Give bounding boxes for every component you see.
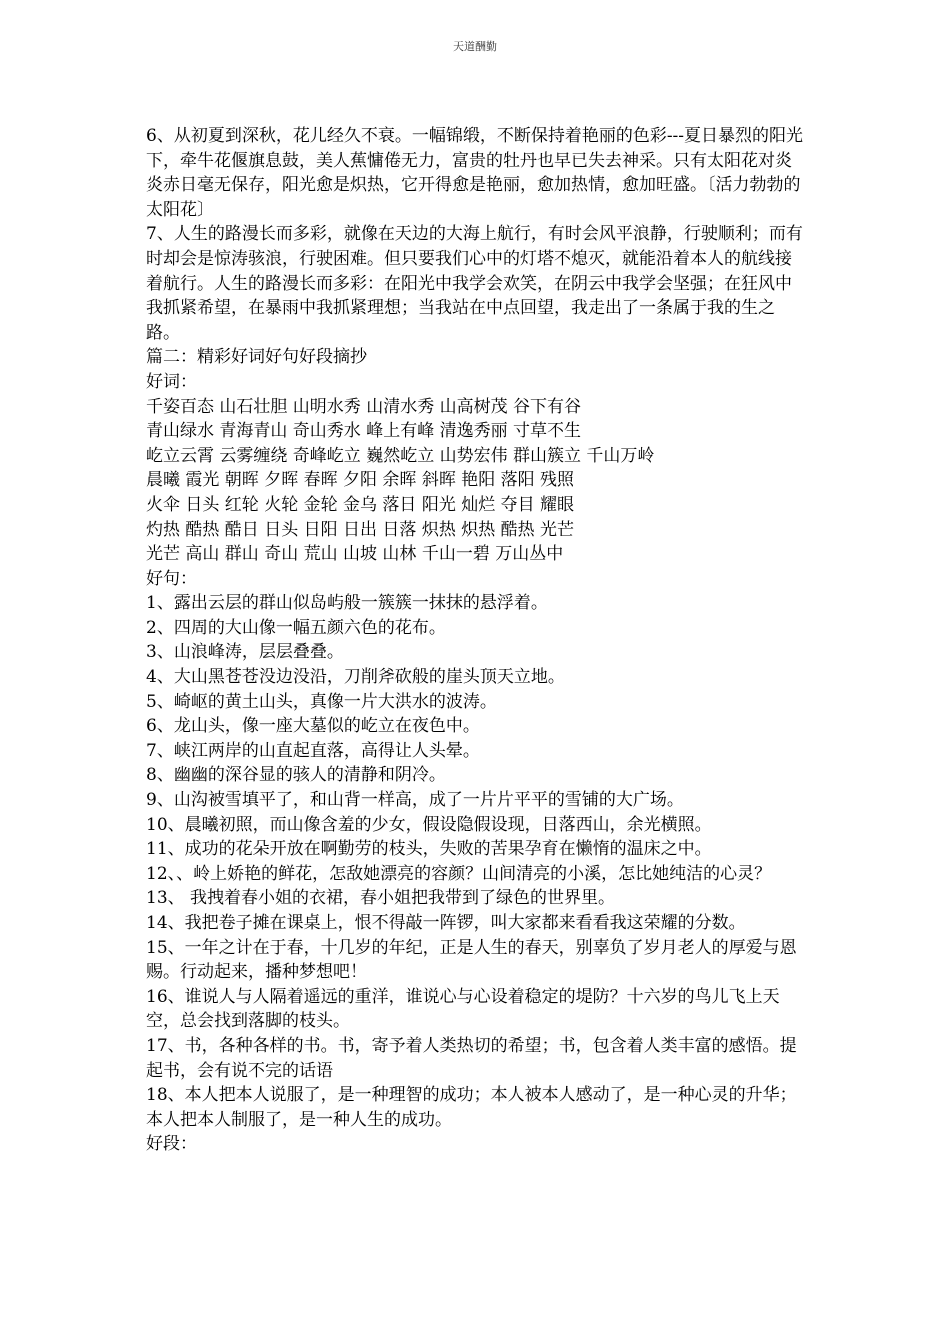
- sentence-item: 17、书，各种各样的书。书，寄予着人类热切的希望；书，包含着人类丰富的感悟。提起书，会有说不完的话语: [146, 1035, 797, 1081]
- word-line: 屹立云霄 云雾缠绕 奇峰屹立 巍然屹立 山势宏伟 群山簇立 千山万岭: [146, 445, 655, 466]
- word-line: 光芒 高山 群山 奇山 荒山 山坡 山林 千山一碧 万山丛中: [146, 544, 564, 565]
- sentence-item: 10、晨曦初照，而山像含羞的少女，假设隐假设现，日落西山，余光横照。: [146, 814, 712, 835]
- good-sentences-label: 好句：: [146, 568, 197, 589]
- sentence-item: 18、本人把本人说服了，是一种理智的成功；本人被本人感动了，是一种心灵的升华；本人把本人制服了，是一种人生的成功。: [146, 1085, 797, 1130]
- sentence-item: 13、 我拽着春小姐的衣裙，春小姐把我带到了绿色的世界里。: [146, 888, 616, 909]
- sentence-item: 11、成功的花朵开放在啊勤劳的枝头，失败的苦果孕育在懒惰的温床之中。: [146, 839, 712, 860]
- document-body: [146, 124, 806, 1157]
- sentence-item: 16、谁说人与人隔着遥远的重洋，谁说心与心设着稳定的堤防？十六岁的鸟儿飞上天空，总会找到落脚的枝头。: [146, 986, 780, 1032]
- sentence-item: 7、峡江两岸的山直起直落，高得让人头晕。: [146, 740, 480, 761]
- sentence-item: 9、山沟被雪填平了，和山背一样高，成了一片片平平的雪铺的大广场。: [146, 790, 684, 811]
- section-heading: 篇二：精彩好词好句好段摘抄: [146, 347, 367, 368]
- paragraph-life-road: 7、人生的路漫长而多彩，就像在天边的大海上航行，有时会风平浪静，行驶顺利；而有时却会是惊涛骇浪，行驶困难。但只要我们心中的灯塔不熄灭，就能沿着本人的航线接着航行。人生的路漫长而多彩：在阳光中我学会欢笑，在阴云中我学会坚强；在狂风中我抓紧希望，在暴雨中我抓紧理想；当我站在中点回望，我走出了一条属于我的生之路。: [146, 224, 803, 343]
- word-line: 晨曦 霞光 朝晖 夕晖 春晖 夕阳 余晖 斜晖 艳阳 落阳 残照: [146, 470, 575, 491]
- sentence-item: 14、我把卷子摊在课桌上，恨不得敲一阵锣，叫大家都来看看我这荣耀的分数。: [146, 913, 746, 933]
- sentence-item: 3、山浪峰涛，层层叠叠。: [146, 642, 344, 663]
- word-line: 灼热 酷热 酷日 日头 日阳 日出 日落 炽热 炽热 酷热 光芒: [146, 519, 575, 540]
- sentence-item: 4、大山黑苍苍没边没沿，刀削斧砍般的崖头顶天立地。: [146, 667, 565, 688]
- sentence-item: 1、露出云层的群山似岛屿般一簇簇一抹抹的悬浮着。: [146, 593, 548, 614]
- sentence-item: 12、、岭上娇艳的鲜花，怎敌她漂亮的容颜？山间清亮的小溪，怎比她纯洁的心灵？: [146, 863, 772, 884]
- paragraph-sunflower: 6、从初夏到深秋，花儿经久不衰。一幅锦缎，不断保持着艳丽的色彩---夏日暴烈的阳光下，牵牛花偃旗息鼓，美人蕉慵倦无力，富贵的牡丹也早已失去神采。只有太阳花对炎炎赤日毫无保存，阳光愈是炽热，它开得愈是艳丽，愈加热情，愈加旺盛。〔活力勃勃的太阳花〕: [146, 126, 804, 220]
- sentence-item: 5、崎岖的黄土山头，真像一片大洪水的波涛。: [146, 691, 497, 712]
- good-paragraphs-label: 好段：: [146, 1134, 197, 1155]
- sentence-item: 6、龙山头，像一座大墓似的屹立在夜色中。: [146, 716, 480, 737]
- word-line: 千姿百态 山石壮胆 山明水秀 山清水秀 山高树茂 谷下有谷: [146, 396, 582, 417]
- word-line: 火伞 日头 红轮 火轮 金轮 金乌 落日 阳光 灿烂 夺目 耀眼: [146, 494, 575, 515]
- sentence-item: 8、幽幽的深谷显的骇人的清静和阴冷。: [146, 765, 446, 786]
- page-header: 天道酬勤: [453, 40, 497, 53]
- sentence-item: 2、四周的大山像一幅五颜六色的花布。: [146, 617, 446, 638]
- good-words-label: 好词：: [146, 371, 197, 392]
- word-line: 青山绿水 青海青山 奇山秀水 峰上有峰 清逸秀丽 寸草不生: [146, 421, 582, 442]
- sentence-item: 15、一年之计在于春，十几岁的年纪，正是人生的春天，别辜负了岁月老人的厚爱与恩赐。行动起来，播种梦想吧！: [146, 937, 797, 983]
